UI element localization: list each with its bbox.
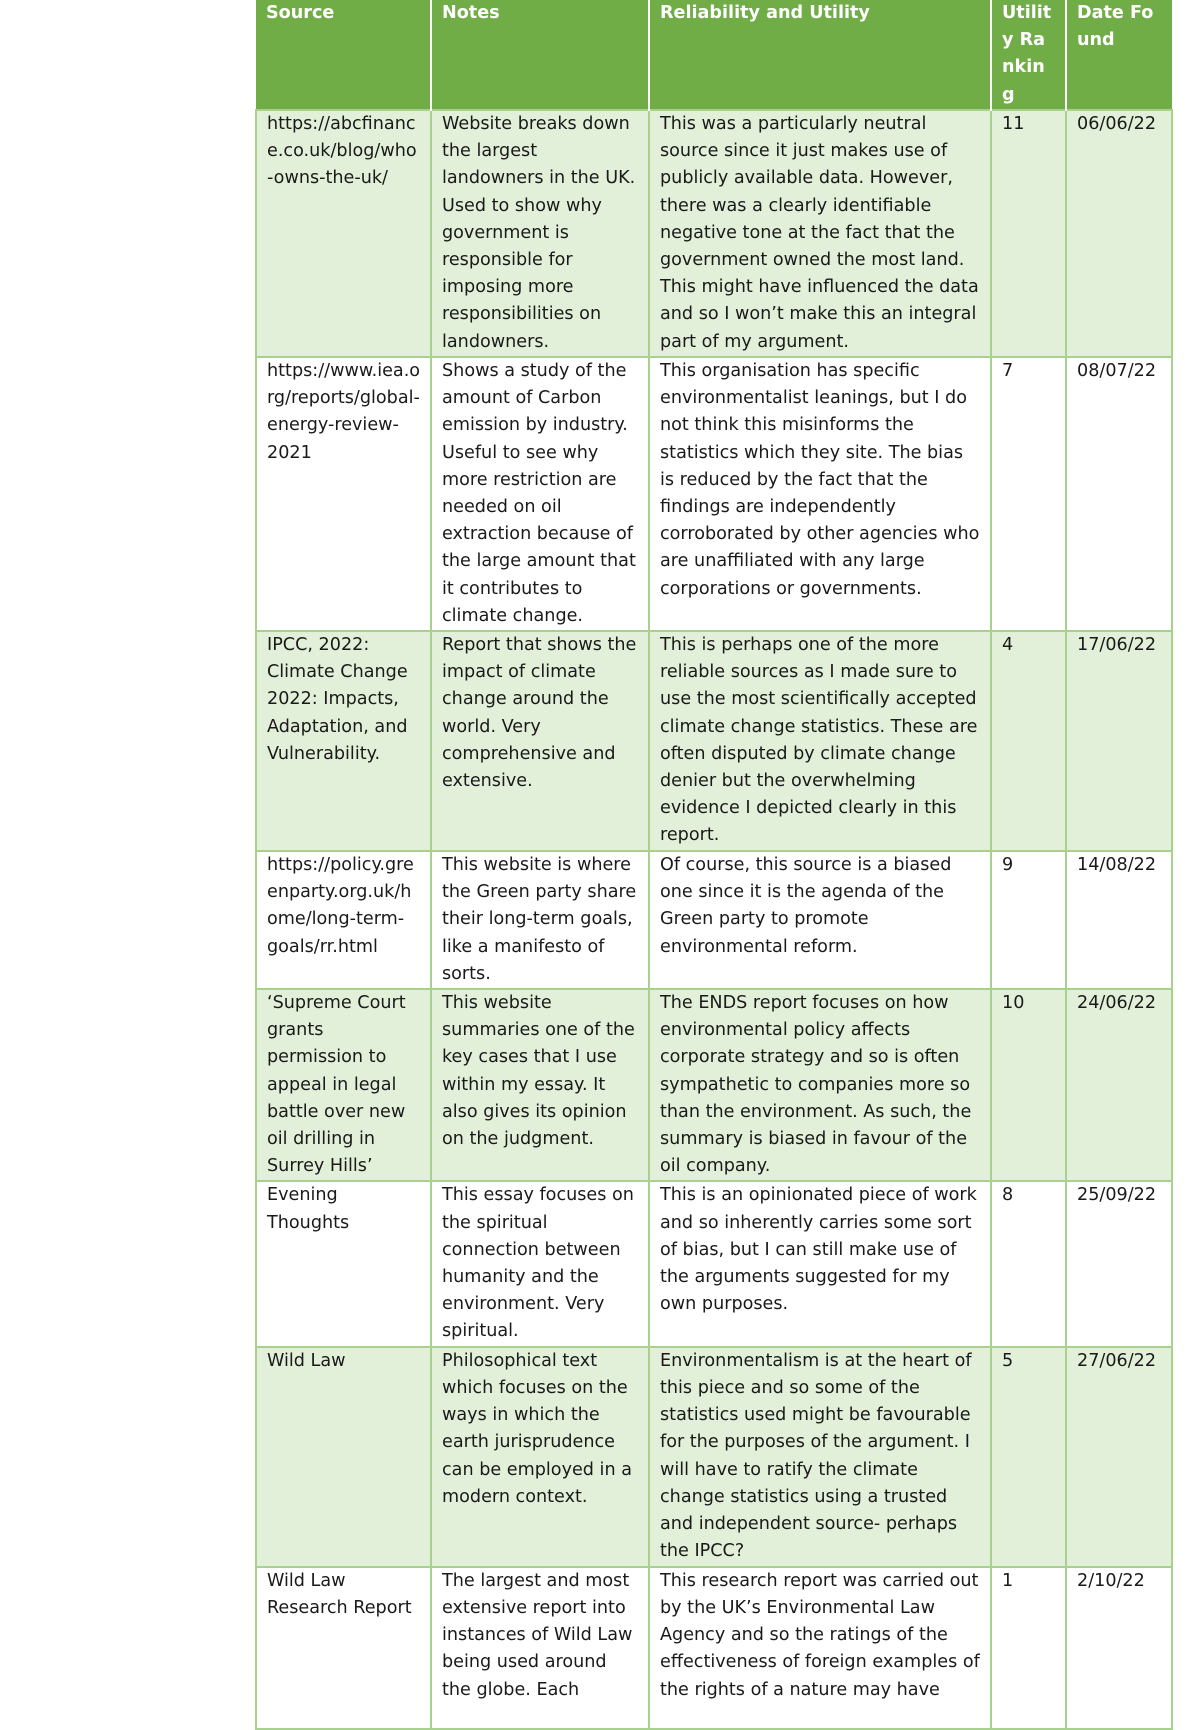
cell-notes: Shows a study of the amount of Carbon emission by industry. Useful to see why more restriction are needed on oil extraction because of the large amount that it contributes to climate change. (431, 357, 649, 631)
cell-ranking: 11 (991, 110, 1066, 357)
table-row (256, 1181, 1172, 1346)
table-row (256, 851, 1172, 989)
cell-source: ‘Supreme Court grants permission to appeal in legal battle over new oil drilling in Surrey Hills’ (256, 989, 431, 1181)
header-ranking: Utility Ranking (991, 0, 1066, 110)
cell-notes: The largest and most extensive report into instances of Wild Law being used around the globe. Each (431, 1567, 649, 1729)
cell-source: https://policy.greenparty.org.uk/home/long-term-goals/rr.html (256, 851, 431, 989)
table-row (256, 989, 1172, 1181)
cell-notes: This essay focuses on the spiritual connection between humanity and the environment. Very spiritual. (431, 1181, 649, 1346)
table-row (256, 1347, 1172, 1567)
cell-notes: Website breaks down the largest landowners in the UK. Used to show why government is responsible for imposing more responsibilities on landowners. (431, 110, 649, 357)
cell-ranking: 7 (991, 357, 1066, 631)
cell-ranking: 4 (991, 631, 1066, 851)
header-source: Source (256, 0, 431, 110)
cell-reliability: The ENDS report focuses on how environmental policy affects corporate strategy and so is often sympathetic to companies more so than the environment. As such, the summary is biased in favour of the oil company. (649, 989, 991, 1181)
cell-date: 25/09/22 (1066, 1181, 1172, 1346)
cell-ranking: 5 (991, 1347, 1066, 1567)
cell-source: https://www.iea.org/reports/global-energy-review-2021 (256, 357, 431, 631)
cell-source: Evening Thoughts (256, 1181, 431, 1346)
header-date: Date Found (1066, 0, 1172, 110)
cell-ranking: 8 (991, 1181, 1066, 1346)
cell-date: 2/10/22 (1066, 1567, 1172, 1729)
table-header-row (256, 0, 1172, 110)
cell-source: https://abcfinance.co.uk/blog/who-owns-the-uk/ (256, 110, 431, 357)
cell-date: 08/07/22 (1066, 357, 1172, 631)
cell-date: 14/08/22 (1066, 851, 1172, 989)
cell-date: 17/06/22 (1066, 631, 1172, 851)
table-row (256, 110, 1172, 357)
cell-source: Wild Law Research Report (256, 1567, 431, 1729)
cell-reliability: Of course, this source is a biased one since it is the agenda of the Green party to promote environmental reform. (649, 851, 991, 989)
cell-notes: Report that shows the impact of climate change around the world. Very comprehensive and extensive. (431, 631, 649, 851)
cell-reliability: This is an opinionated piece of work and so inherently carries some sort of bias, but I can still make use of the arguments suggested for my own purposes. (649, 1181, 991, 1346)
table-row (256, 631, 1172, 851)
cell-notes: This website summaries one of the key cases that I use within my essay. It also gives its opinion on the judgment. (431, 989, 649, 1181)
cell-reliability: This research report was carried out by the UK’s Environmental Law Agency and so the ratings of the effectiveness of foreign examples of the rights of a nature may have (649, 1567, 991, 1729)
cell-date: 24/06/22 (1066, 989, 1172, 1181)
cell-reliability: This is perhaps one of the more reliable sources as I made sure to use the most scientifically accepted climate change statistics. These are often disputed by climate change denier but the overwhelming evidence I depicted clearly in this report. (649, 631, 991, 851)
cell-reliability: This was a particularly neutral source since it just makes use of publicly available data. However, there was a clearly identifiable negative tone at the fact that the government owned the most land. This might have influenced the data and so I won’t make this an integral part of my argument. (649, 110, 991, 357)
cell-notes: Philosophical text which focuses on the ways in which the earth jurisprudence can be employed in a modern context. (431, 1347, 649, 1567)
cell-reliability: Environmentalism is at the heart of this piece and so some of the statistics used might be favourable for the purposes of the argument. I will have to ratify the climate change statistics using a trusted and independent source- perhaps the IPCC? (649, 1347, 991, 1567)
cell-ranking: 10 (991, 989, 1066, 1181)
cell-date: 27/06/22 (1066, 1347, 1172, 1567)
cell-reliability: This organisation has specific environmentalist leanings, but I do not think this misinforms the statistics which they site. The bias is reduced by the fact that the findings are independently corroborated by other agencies who are unaffiliated with any large corporations or governments. (649, 357, 991, 631)
cell-source: Wild Law (256, 1347, 431, 1567)
cell-source: IPCC, 2022: Climate Change 2022: Impacts, Adaptation, and Vulnerability. (256, 631, 431, 851)
header-reliability: Reliability and Utility (649, 0, 991, 110)
table-row (256, 1567, 1172, 1729)
table-row (256, 357, 1172, 631)
cell-ranking: 9 (991, 851, 1066, 989)
cell-notes: This website is where the Green party share their long-term goals, like a manifesto of sorts. (431, 851, 649, 989)
cell-date: 06/06/22 (1066, 110, 1172, 357)
sources-table (255, 0, 1173, 1730)
header-notes: Notes (431, 0, 649, 110)
cell-ranking: 1 (991, 1567, 1066, 1729)
